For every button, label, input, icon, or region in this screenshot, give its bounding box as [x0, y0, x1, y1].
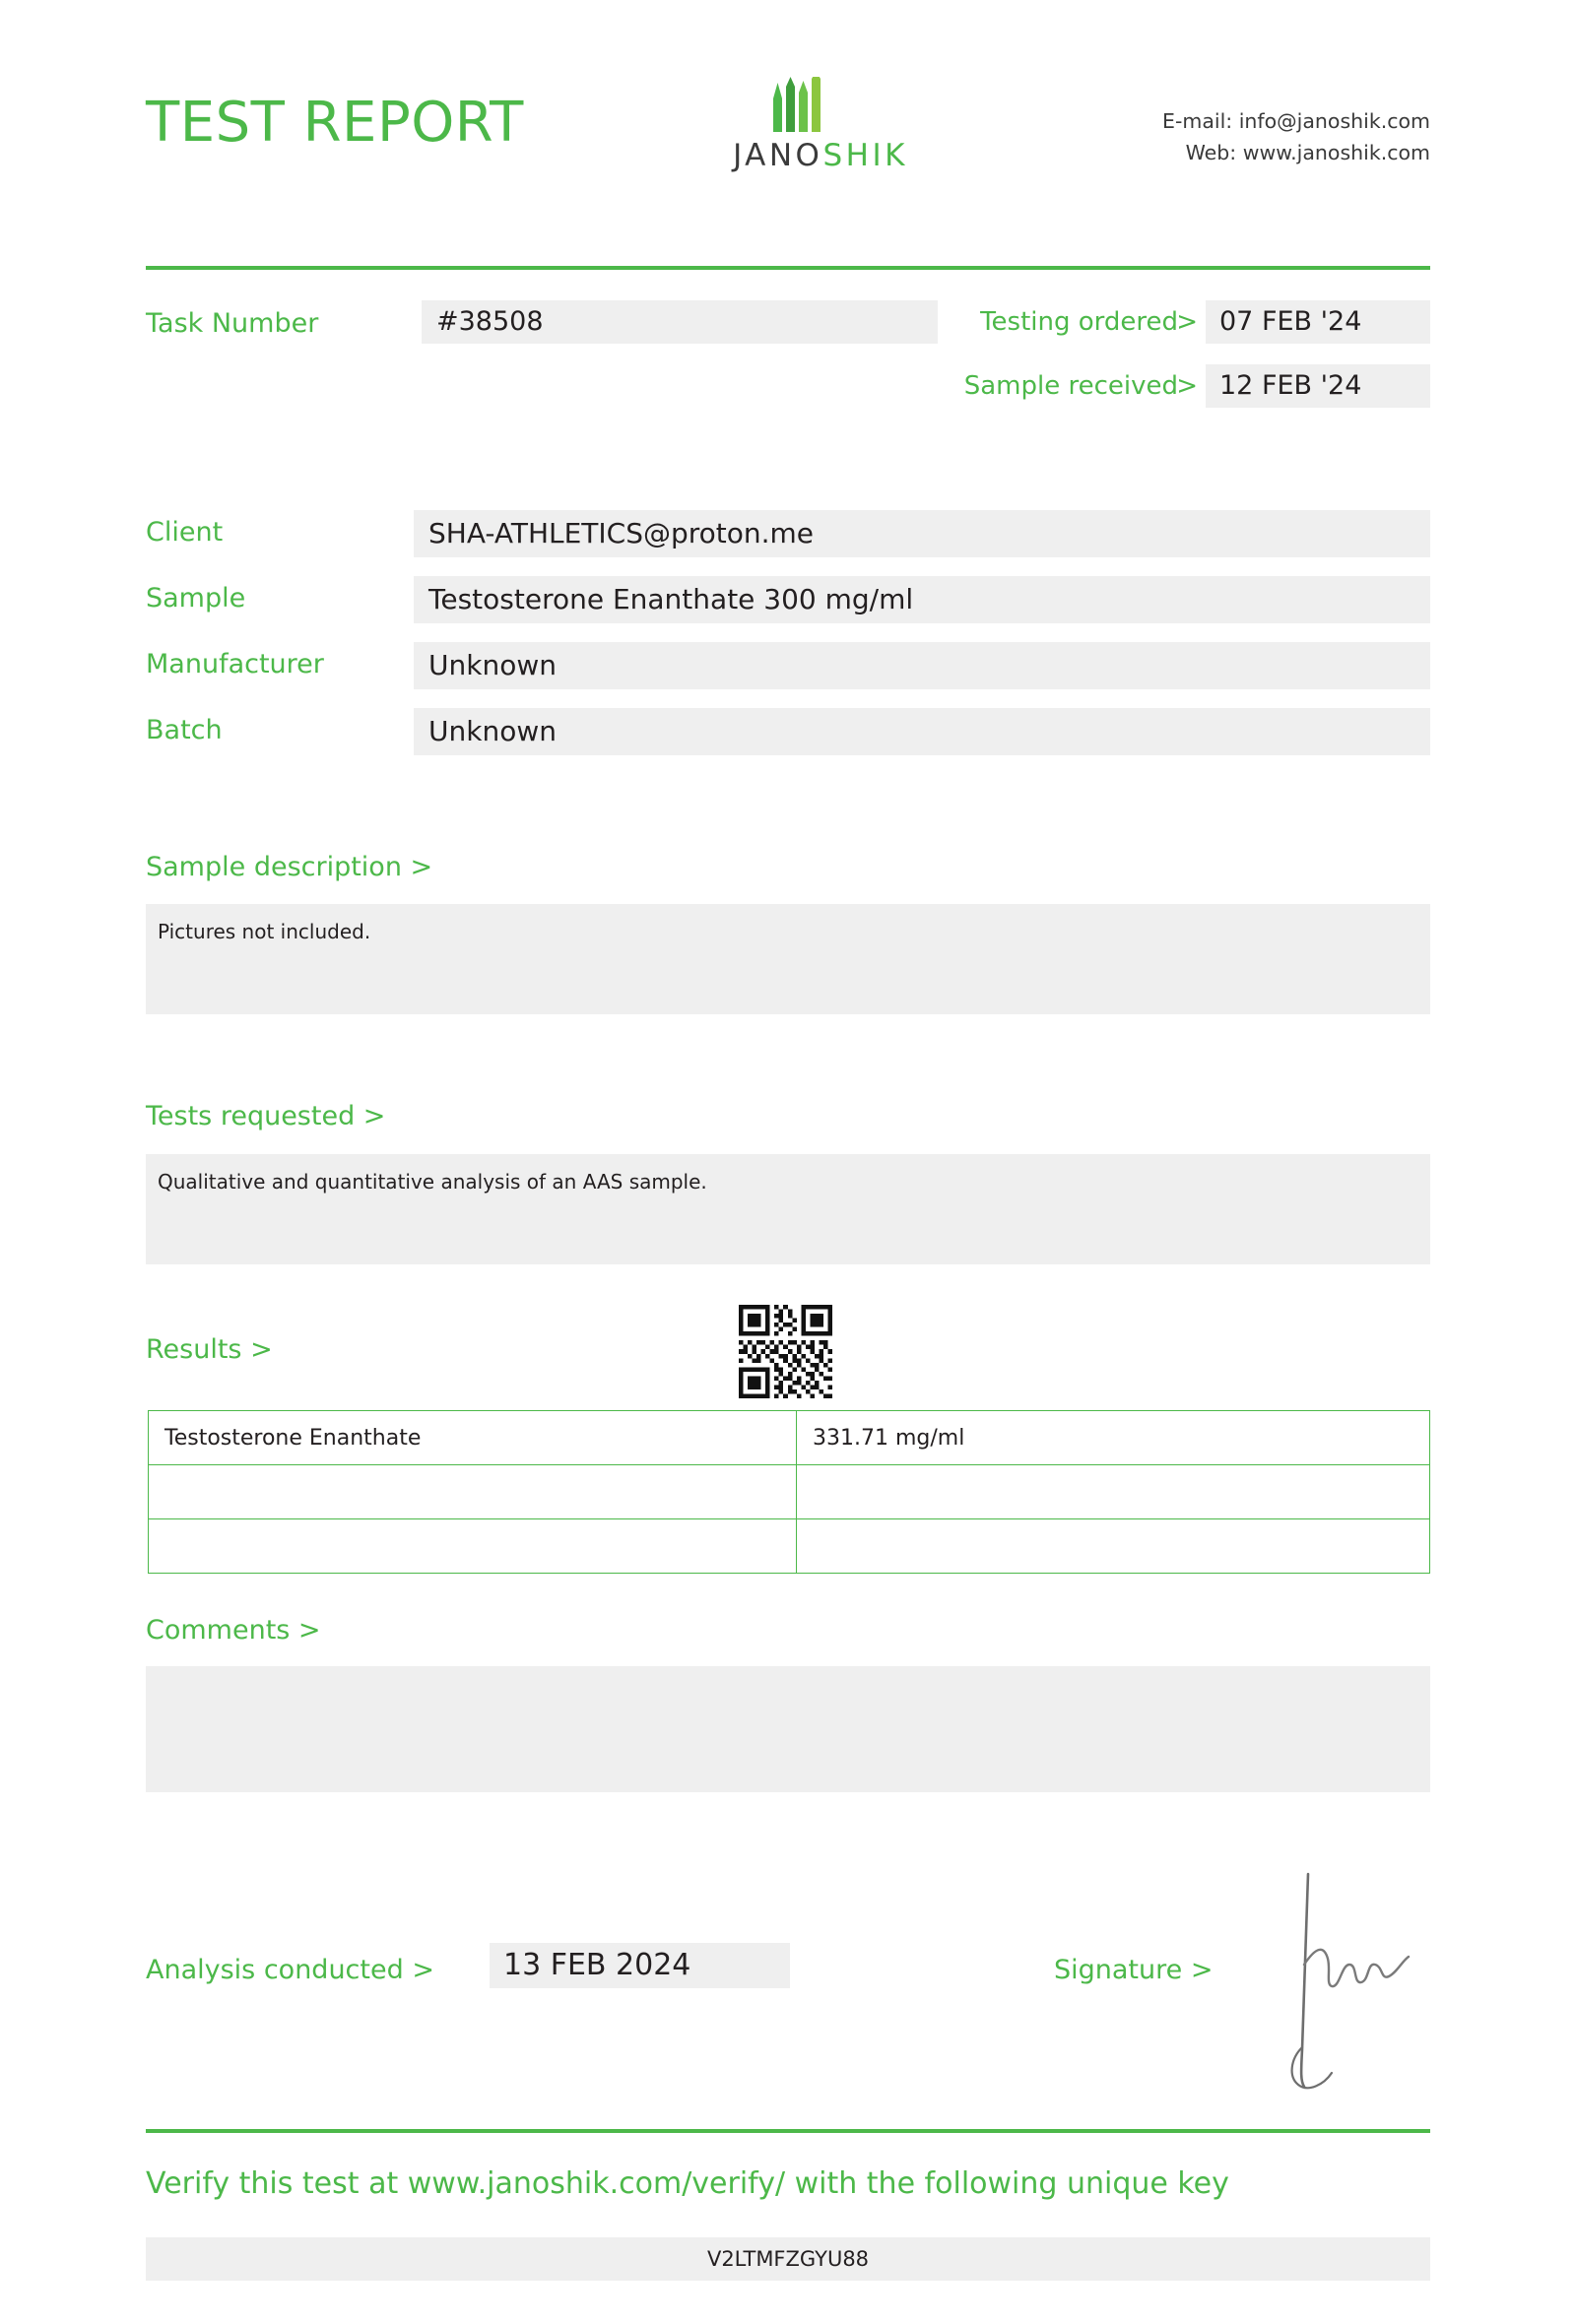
sample-label: Sample	[146, 583, 246, 613]
results-table	[148, 1410, 1430, 1574]
logo-text-green: SHIK	[822, 138, 908, 173]
info-row-batch	[146, 708, 1430, 755]
testing-ordered-label: Testing ordered	[980, 307, 1178, 337]
result-substance	[149, 1465, 797, 1519]
unique-key-value: V2LTMFZGYU88	[146, 2237, 1430, 2281]
result-substance	[149, 1519, 797, 1574]
table-row	[149, 1519, 1430, 1574]
manufacturer-value: Unknown	[414, 642, 1430, 689]
janoshik-logo	[692, 77, 949, 173]
sample-received-label: Sample received	[963, 371, 1178, 401]
result-amount	[797, 1465, 1430, 1519]
logo-wordmark	[692, 138, 949, 173]
sample-description-text: Pictures not included.	[158, 920, 371, 943]
logo-text-dark: JANO	[733, 138, 823, 173]
result-amount	[797, 1519, 1430, 1574]
header-divider	[146, 266, 1430, 270]
batch-label: Batch	[146, 715, 223, 745]
analysis-conducted-date: 13 FEB 2024	[490, 1943, 790, 1988]
sample-value: Testosterone Enanthate 300 mg/ml	[414, 576, 1430, 623]
result-substance: Testosterone Enanthate	[149, 1411, 797, 1465]
report-header	[146, 0, 1430, 207]
manufacturer-label: Manufacturer	[146, 649, 324, 679]
sample-description-title: Sample description >	[146, 852, 433, 882]
sample-received-row	[963, 364, 1430, 408]
info-table	[146, 510, 1430, 774]
results-title: Results >	[146, 1334, 273, 1365]
tests-requested-text: Qualitative and quantitative analysis of an AAS sample.	[158, 1170, 707, 1194]
logo-mark-icon	[761, 77, 880, 132]
sample-received-value: 12 FEB '24	[1206, 364, 1430, 408]
testing-ordered-arrow-icon: >	[1176, 307, 1198, 337]
analysis-conducted-label: Analysis conducted >	[146, 1955, 434, 1985]
task-row	[146, 300, 1430, 401]
table-row	[149, 1465, 1430, 1519]
info-row-sample	[146, 576, 1430, 623]
task-number-value: #38508	[422, 300, 938, 344]
footer-divider	[146, 2129, 1430, 2133]
testing-ordered-value: 07 FEB '24	[1206, 300, 1430, 344]
tests-requested-title: Tests requested >	[146, 1101, 386, 1131]
date-block	[963, 300, 1430, 428]
sample-description-box	[146, 904, 1430, 1014]
signature-label: Signature >	[1054, 1955, 1214, 1985]
table-row	[149, 1411, 1430, 1465]
verify-text: Verify this test at www.janoshik.com/verify/ with the following unique key	[146, 2166, 1229, 2201]
contact-web: Web: www.janoshik.com	[1185, 141, 1430, 164]
tests-requested-box	[146, 1154, 1430, 1264]
result-amount: 331.71 mg/ml	[797, 1411, 1430, 1465]
info-row-client	[146, 510, 1430, 557]
comments-title: Comments >	[146, 1615, 321, 1646]
sample-received-arrow-icon: >	[1176, 371, 1198, 401]
batch-value: Unknown	[414, 708, 1430, 755]
contact-email: E-mail: info@janoshik.com	[1162, 109, 1430, 134]
qr-code-icon	[734, 1305, 837, 1398]
contact-info	[1162, 106, 1430, 169]
testing-ordered-row	[980, 300, 1430, 344]
client-label: Client	[146, 517, 224, 548]
info-row-manufacturer	[146, 642, 1430, 689]
client-value: SHA-ATHLETICS@proton.me	[414, 510, 1430, 557]
comments-box	[146, 1666, 1430, 1792]
page-title: TEST REPORT	[146, 91, 524, 155]
task-number-label: Task Number	[146, 308, 319, 339]
signature-image	[1280, 1866, 1438, 2093]
